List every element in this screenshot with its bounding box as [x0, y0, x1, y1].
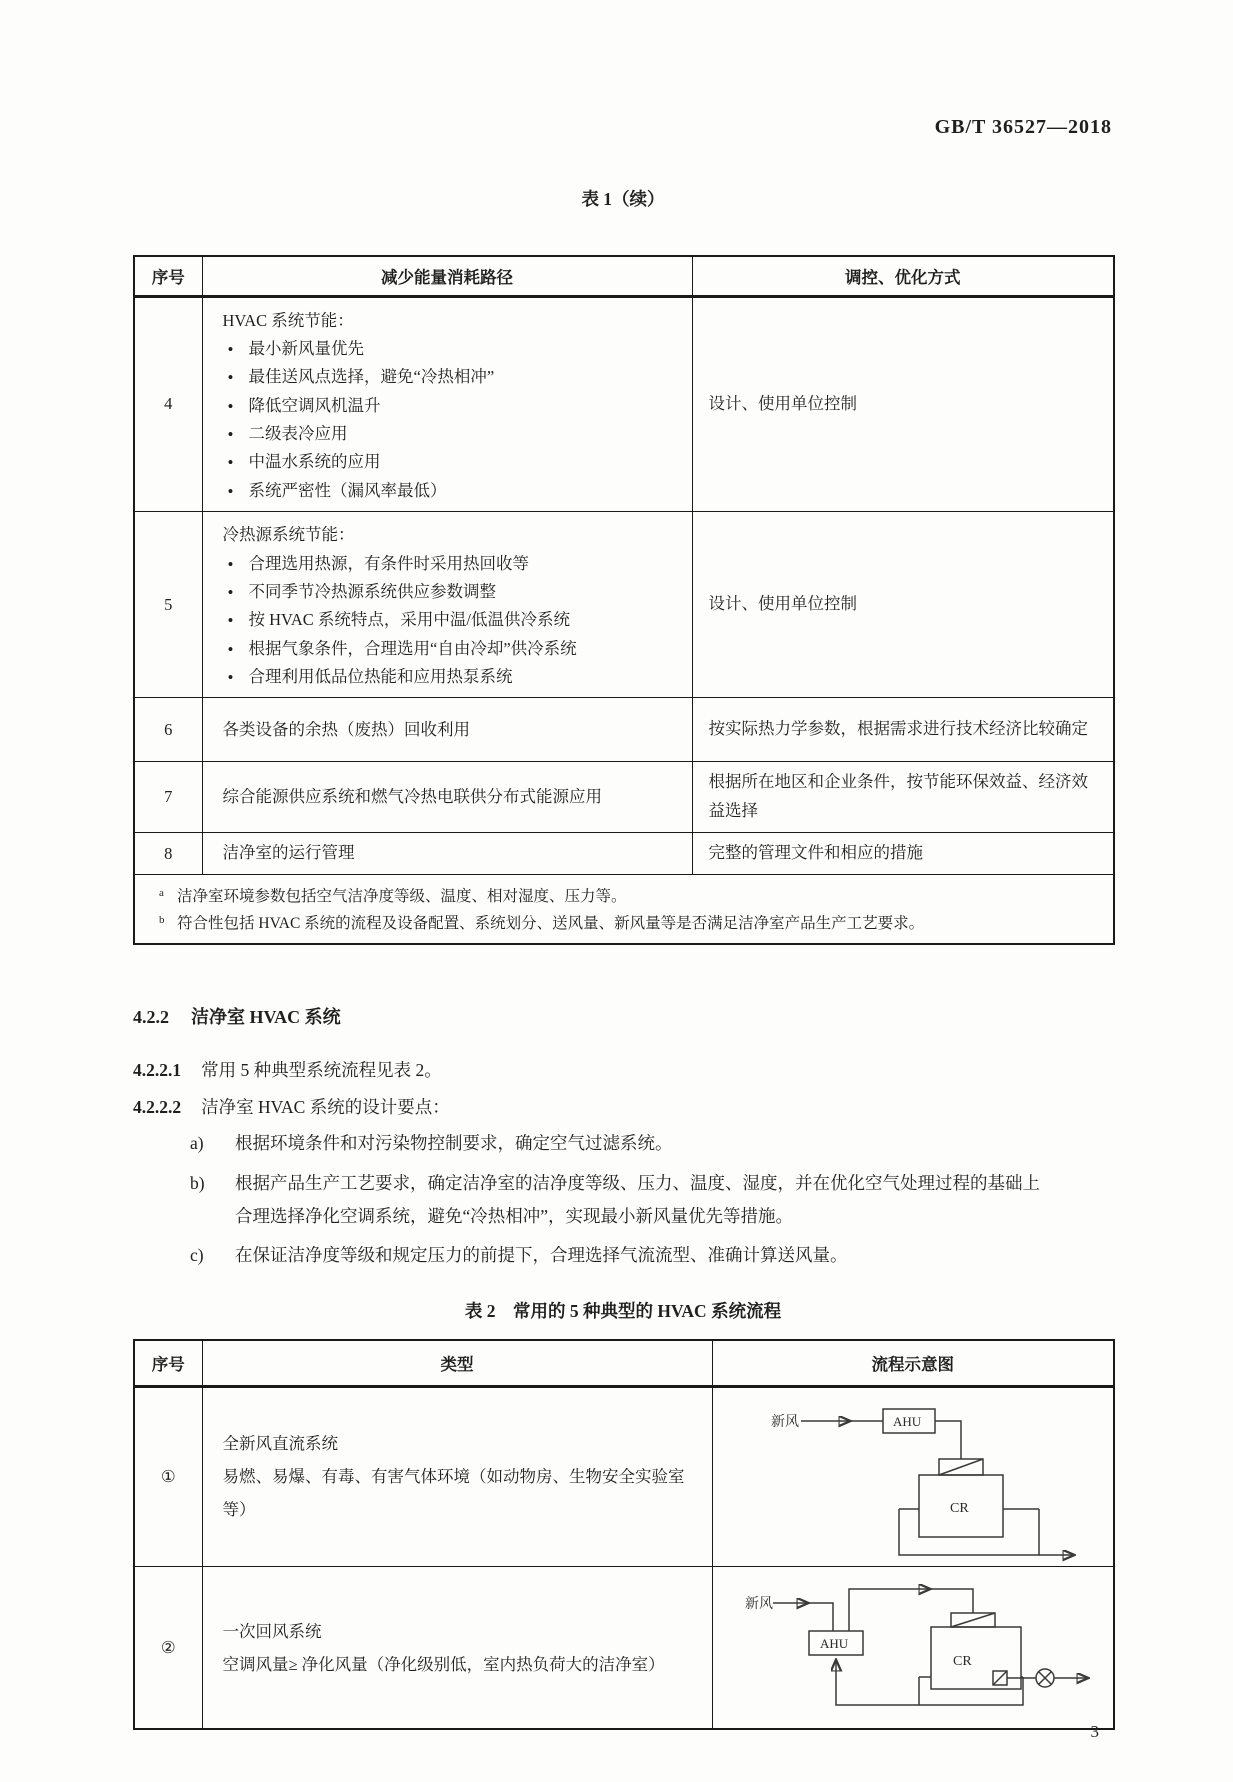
flow-diagram-cell [712, 1566, 1114, 1729]
paragraph-text: 常用 5 种典型系统流程见表 2。 [201, 1060, 442, 1081]
flow-diagram-single-return [723, 1573, 1103, 1723]
bullet-item: • 不同季节冷热源系统供应参数调整 [223, 578, 678, 606]
bullet-item: • 中温水系统的应用 [223, 448, 678, 476]
footnote-text: 符合性包括 HVAC 系统的流程及设备配置、系统划分、送风量、新风量等是否满足洁净室产品生产工艺要求。 [177, 915, 925, 933]
row-control: 根据所在地区和企业条件，按节能环保效益、经济效益选择 [692, 762, 1114, 833]
row-control: 按实际热力学参数，根据需求进行技术经济比较确定 [692, 698, 1114, 762]
page-number: 3 [1090, 1722, 1099, 1741]
row-no: 4 [134, 296, 202, 512]
paragraph-text: 洁净室 HVAC 系统的设计要点： [201, 1097, 450, 1118]
section-title: 洁净室 HVAC 系统 [191, 1007, 341, 1028]
row-no: 8 [134, 833, 202, 875]
system-type-title: 全新风直流系统 [222, 1434, 338, 1454]
bullet-item: • 降低空调风机温升 [223, 392, 678, 420]
row-no: ① [134, 1386, 202, 1566]
bullet-list [223, 550, 678, 692]
system-type-desc: 易燃、易爆、有毒、有害气体环境（如动物房、生物安全实验室等） [222, 1467, 685, 1520]
table-2 [133, 1339, 1115, 1730]
ahu-label: AHU [892, 1413, 921, 1429]
row-no: ② [134, 1566, 202, 1729]
bullet-item: • 最小新风量优先 [223, 335, 678, 363]
bullet-item: • 按 HVAC 系统特点，采用中温/低温供冷系统 [223, 606, 678, 634]
table1-caption: 表 1（续） [581, 189, 665, 209]
row-path: 洁净室的运行管理 [202, 833, 692, 875]
table2-header-no: 序号 [134, 1340, 202, 1386]
paragraph-number: 4.2.2.1 [133, 1060, 182, 1081]
row-path: 综合能源供应系统和燃气冷热电联供分布式能源应用 [202, 762, 692, 833]
paragraph-number: 4.2.2.2 [133, 1097, 182, 1118]
table-row [134, 762, 1114, 833]
table2-header-diagram: 流程示意图 [712, 1340, 1114, 1386]
row-no: 6 [134, 698, 202, 762]
table-row [134, 296, 1114, 512]
section-heading-4-2-2 [133, 1003, 1113, 1029]
row-type-cell [202, 1566, 712, 1729]
table2-caption: 表 2 常用的 5 种典型的 HVAC 系统流程 [464, 1301, 782, 1322]
footnote-text: 洁净室环境参数包括空气洁净度等级、温度、相对湿度、压力等。 [177, 888, 627, 905]
standard-number: GB/T 36527—2018 [934, 116, 1112, 138]
table-1 [133, 255, 1115, 945]
bullet-item: • 合理利用低品位热能和应用热泵系统 [223, 663, 678, 691]
list-item-a [190, 1127, 1056, 1160]
ahu-label: AHU [819, 1635, 848, 1651]
bullet-item: • 二级表冷应用 [223, 420, 678, 448]
system-type-title: 一次回风系统 [222, 1621, 322, 1641]
cleanroom-label: CR [949, 1500, 969, 1516]
list-marker: c) [190, 1245, 204, 1265]
table-row [134, 698, 1114, 762]
table1-footnote-row [134, 875, 1114, 945]
footnote-a [159, 883, 1099, 910]
list-marker: a) [190, 1133, 204, 1154]
list-text: 根据环境条件和对污染物控制要求，确定空气过滤系统。 [235, 1133, 673, 1154]
bullet-list [223, 335, 678, 505]
table1-header-path: 减少能量消耗路径 [202, 256, 692, 296]
bullet-item: • 根据气象条件，合理选用“自由冷却”供冷系统 [223, 635, 678, 663]
flow-diagram-once-through [743, 1389, 1083, 1565]
list-item-c [190, 1239, 1056, 1272]
fresh-air-label: 新风 [744, 1596, 773, 1612]
bullet-item: • 合理选用热源，有条件时采用热回收等 [223, 550, 678, 578]
bullet-item: • 最佳送风点选择，避免“冷热相冲” [223, 363, 678, 391]
list-marker: b) [190, 1172, 205, 1193]
row-no: 5 [134, 512, 202, 698]
paragraph-4-2-2-2 [133, 1094, 1113, 1119]
table-row [134, 1566, 1114, 1729]
row-path-title: 冷热源系统节能： [222, 525, 355, 545]
list-text: 根据产品生产工艺要求，确定洁净室的洁净度等级、压力、温度、湿度，并在优化空气处理过程的基础上合理选择净化空调系统，避免“冷热相冲”，实现最小新风量优先等措施。 [235, 1172, 1040, 1226]
design-points-list [133, 1127, 1113, 1272]
section-number: 4.2.2 [133, 1007, 169, 1028]
row-path-title: HVAC 系统节能： [222, 310, 354, 330]
footnote-marker: b [159, 914, 165, 927]
table-row [134, 833, 1114, 875]
table1-header-control: 调控、优化方式 [692, 256, 1114, 296]
bullet-item: • 系统严密性（漏风率最低） [223, 477, 678, 505]
flow-diagram-cell [712, 1386, 1114, 1566]
paragraph-4-2-2-1 [133, 1057, 1113, 1082]
table-row [134, 1386, 1114, 1566]
table1-footnote-cell [134, 875, 1114, 945]
table2-header-row [134, 1340, 1114, 1386]
system-type-desc: 空调风量≥ 净化风量（净化级别低，室内热负荷大的洁净室） [222, 1654, 665, 1674]
row-path-cell [202, 512, 692, 698]
row-path-cell [202, 296, 692, 512]
row-no: 7 [134, 762, 202, 833]
cleanroom-label: CR [952, 1653, 972, 1669]
table-row [134, 512, 1114, 698]
table1-header-row [134, 256, 1114, 296]
fresh-air-label: 新风 [770, 1414, 799, 1430]
row-type-cell [202, 1386, 712, 1566]
row-control: 设计、使用单位控制 [692, 512, 1114, 698]
row-path: 各类设备的余热（废热）回收利用 [202, 698, 692, 762]
footnote-marker: a [159, 887, 164, 899]
table1-header-no: 序号 [134, 256, 202, 296]
table2-header-type: 类型 [202, 1340, 712, 1386]
list-text: 在保证洁净度等级和规定压力的前提下，合理选择气流流型、准确计算送风量。 [235, 1245, 848, 1265]
page-content [133, 0, 1113, 1730]
row-control: 完整的管理文件和相应的措施 [692, 833, 1114, 875]
footnote-b [159, 910, 1099, 937]
row-control: 设计、使用单位控制 [692, 296, 1114, 512]
list-item-b [190, 1167, 1056, 1234]
